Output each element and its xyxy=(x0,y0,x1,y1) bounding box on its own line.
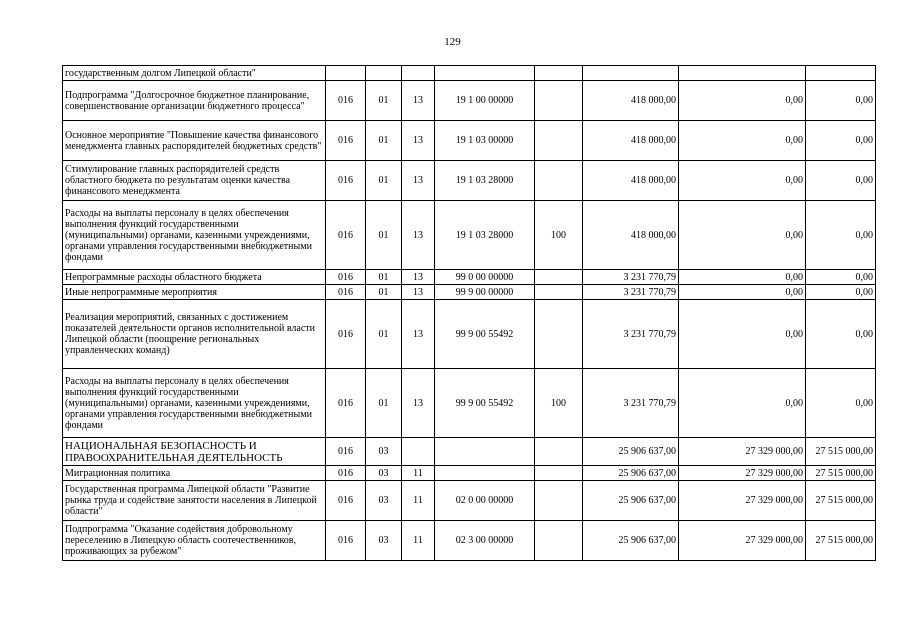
section-code: 01 xyxy=(366,121,402,161)
amount-year-1: 25 906 637,00 xyxy=(583,466,679,481)
target-article-code xyxy=(435,438,535,466)
amount-year-2: 27 329 000,00 xyxy=(679,466,806,481)
amount-year-3: 27 515 000,00 xyxy=(806,438,876,466)
expense-name: Подпрограмма "Долгосрочное бюджетное планирование, совершенствование организации бюджетного процесса" xyxy=(63,81,326,121)
table-row xyxy=(63,438,876,466)
table-row xyxy=(63,201,876,270)
subsection-code xyxy=(402,438,435,466)
admin-code: 016 xyxy=(326,201,366,270)
amount-year-2: 0,00 xyxy=(679,285,806,300)
target-article-code: 99 0 00 00000 xyxy=(435,270,535,285)
amount-year-2 xyxy=(679,66,806,81)
expense-type-code xyxy=(535,481,583,521)
expense-type-code xyxy=(535,270,583,285)
target-article-code: 99 9 00 55492 xyxy=(435,300,535,369)
subsection-code: 13 xyxy=(402,161,435,201)
amount-year-1: 418 000,00 xyxy=(583,161,679,201)
subsection-code: 11 xyxy=(402,481,435,521)
expense-name: Основное мероприятие "Повышение качества финансового менеджмента главных распорядителей бюджетных средств" xyxy=(63,121,326,161)
admin-code: 016 xyxy=(326,438,366,466)
amount-year-1: 25 906 637,00 xyxy=(583,438,679,466)
amount-year-3: 0,00 xyxy=(806,121,876,161)
expense-name: Иные непрограммные мероприятия xyxy=(63,285,326,300)
amount-year-2: 27 329 000,00 xyxy=(679,521,806,561)
amount-year-3: 0,00 xyxy=(806,201,876,270)
expense-type-code xyxy=(535,521,583,561)
subsection-code: 13 xyxy=(402,369,435,438)
amount-year-1: 418 000,00 xyxy=(583,121,679,161)
section-code: 01 xyxy=(366,300,402,369)
expense-type-code xyxy=(535,285,583,300)
section-code: 01 xyxy=(366,369,402,438)
amount-year-1: 418 000,00 xyxy=(583,201,679,270)
section-code: 01 xyxy=(366,270,402,285)
amount-year-3: 27 515 000,00 xyxy=(806,466,876,481)
subsection-code: 13 xyxy=(402,300,435,369)
table-row xyxy=(63,466,876,481)
subsection-code: 13 xyxy=(402,285,435,300)
target-article-code: 99 9 00 00000 xyxy=(435,285,535,300)
target-article-code: 99 9 00 55492 xyxy=(435,369,535,438)
subsection-code: 11 xyxy=(402,466,435,481)
admin-code: 016 xyxy=(326,481,366,521)
expense-type-code: 100 xyxy=(535,201,583,270)
amount-year-3: 0,00 xyxy=(806,270,876,285)
amount-year-1: 3 231 770,79 xyxy=(583,270,679,285)
table-row xyxy=(63,285,876,300)
section-code: 03 xyxy=(366,481,402,521)
expense-name: Стимулирование главных распорядителей средств областного бюджета по результатам оценки качества финансового менеджмента xyxy=(63,161,326,201)
section-code xyxy=(366,66,402,81)
admin-code: 016 xyxy=(326,466,366,481)
amount-year-3: 0,00 xyxy=(806,369,876,438)
admin-code: 016 xyxy=(326,161,366,201)
amount-year-3: 27 515 000,00 xyxy=(806,481,876,521)
amount-year-3: 27 515 000,00 xyxy=(806,521,876,561)
expense-type-code xyxy=(535,466,583,481)
budget-table xyxy=(62,65,876,561)
expense-name: Расходы на выплаты персоналу в целях обеспечения выполнения функций государственными (муниципальными) органами, казенными учреждениями, органами управления государственными внебюджетными фондами xyxy=(63,201,326,270)
target-article-code: 02 3 00 00000 xyxy=(435,521,535,561)
admin-code: 016 xyxy=(326,285,366,300)
amount-year-2: 0,00 xyxy=(679,270,806,285)
table-row xyxy=(63,81,876,121)
amount-year-2: 27 329 000,00 xyxy=(679,481,806,521)
target-article-code: 19 1 00 00000 xyxy=(435,81,535,121)
target-article-code: 02 0 00 00000 xyxy=(435,481,535,521)
amount-year-1: 3 231 770,79 xyxy=(583,285,679,300)
subsection-code: 11 xyxy=(402,521,435,561)
subsection-code: 13 xyxy=(402,121,435,161)
section-code: 01 xyxy=(366,285,402,300)
expense-name: Миграционная политика xyxy=(63,466,326,481)
expense-name: Расходы на выплаты персоналу в целях обеспечения выполнения функций государственными (муниципальными) органами, казенными учреждениями, органами управления государственными внебюджетными фондами xyxy=(63,369,326,438)
expense-name: Подпрограмма "Оказание содействия добровольному переселению в Липецкую область соотечественников, проживающих за рубежом" xyxy=(63,521,326,561)
expense-name: НАЦИОНАЛЬНАЯ БЕЗОПАСНОСТЬ И ПРАВООХРАНИТЕЛЬНАЯ ДЕЯТЕЛЬНОСТЬ xyxy=(63,438,326,466)
subsection-code: 13 xyxy=(402,81,435,121)
amount-year-2: 0,00 xyxy=(679,121,806,161)
amount-year-1: 418 000,00 xyxy=(583,81,679,121)
target-article-code xyxy=(435,466,535,481)
amount-year-2: 0,00 xyxy=(679,201,806,270)
subsection-code: 13 xyxy=(402,201,435,270)
admin-code: 016 xyxy=(326,369,366,438)
expense-name: Реализация мероприятий, связанных с достижением показателей деятельности органов исполнительной власти Липецкой области (поощрение региональных управленческих команд) xyxy=(63,300,326,369)
expense-name: Государственная программа Липецкой области "Развитие рынка труда и содействие занятости населения в Липецкой области" xyxy=(63,481,326,521)
amount-year-1: 25 906 637,00 xyxy=(583,481,679,521)
amount-year-1: 3 231 770,79 xyxy=(583,300,679,369)
subsection-code xyxy=(402,66,435,81)
section-code: 03 xyxy=(366,521,402,561)
expense-type-code xyxy=(535,161,583,201)
section-code: 01 xyxy=(366,161,402,201)
table-row xyxy=(63,481,876,521)
table-row xyxy=(63,369,876,438)
section-code: 01 xyxy=(366,81,402,121)
amount-year-3 xyxy=(806,66,876,81)
amount-year-2: 0,00 xyxy=(679,161,806,201)
page-number: 129 xyxy=(444,36,461,48)
amount-year-2: 0,00 xyxy=(679,81,806,121)
section-code: 03 xyxy=(366,438,402,466)
table-row xyxy=(63,66,876,81)
section-code: 01 xyxy=(366,201,402,270)
admin-code: 016 xyxy=(326,300,366,369)
expense-type-code xyxy=(535,438,583,466)
expense-type-code xyxy=(535,300,583,369)
amount-year-3: 0,00 xyxy=(806,300,876,369)
expense-type-code: 100 xyxy=(535,369,583,438)
expense-name: Непрограммные расходы областного бюджета xyxy=(63,270,326,285)
target-article-code xyxy=(435,66,535,81)
amount-year-1: 3 231 770,79 xyxy=(583,369,679,438)
admin-code: 016 xyxy=(326,81,366,121)
amount-year-2: 27 329 000,00 xyxy=(679,438,806,466)
expense-type-code xyxy=(535,81,583,121)
admin-code: 016 xyxy=(326,121,366,161)
table-row xyxy=(63,300,876,369)
table-row xyxy=(63,161,876,201)
amount-year-2: 0,00 xyxy=(679,369,806,438)
amount-year-3: 0,00 xyxy=(806,81,876,121)
target-article-code: 19 1 03 28000 xyxy=(435,201,535,270)
amount-year-3: 0,00 xyxy=(806,285,876,300)
section-code: 03 xyxy=(366,466,402,481)
admin-code: 016 xyxy=(326,521,366,561)
subsection-code: 13 xyxy=(402,270,435,285)
expense-type-code xyxy=(535,121,583,161)
amount-year-3: 0,00 xyxy=(806,161,876,201)
target-article-code: 19 1 03 28000 xyxy=(435,161,535,201)
admin-code xyxy=(326,66,366,81)
expense-type-code xyxy=(535,66,583,81)
amount-year-1 xyxy=(583,66,679,81)
amount-year-2: 0,00 xyxy=(679,300,806,369)
admin-code: 016 xyxy=(326,270,366,285)
amount-year-1: 25 906 637,00 xyxy=(583,521,679,561)
expense-name: государственным долгом Липецкой области" xyxy=(63,66,326,81)
table-row xyxy=(63,521,876,561)
table-row xyxy=(63,270,876,285)
target-article-code: 19 1 03 00000 xyxy=(435,121,535,161)
table-row xyxy=(63,121,876,161)
